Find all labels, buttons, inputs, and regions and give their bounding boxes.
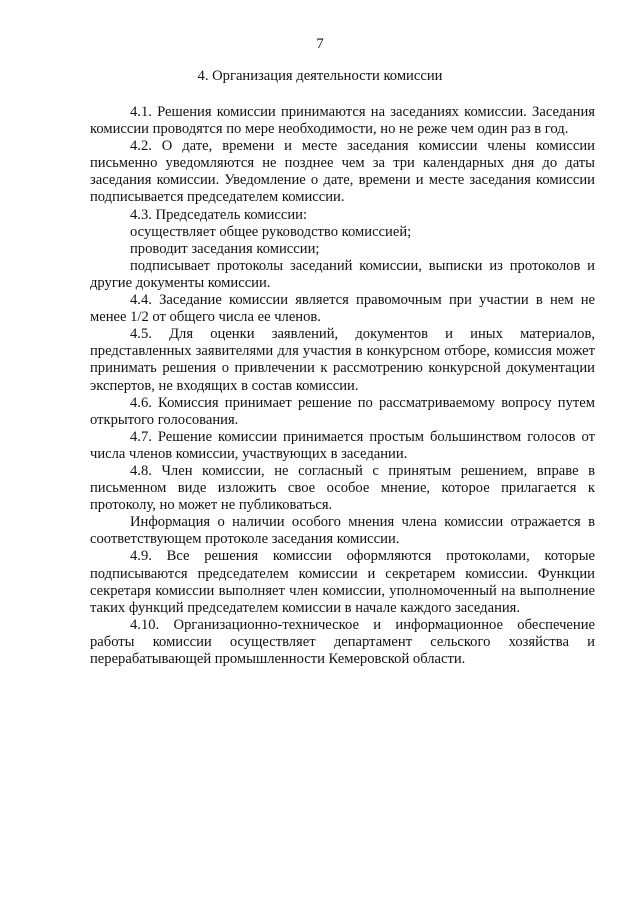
- paragraph-4-7: 4.7. Решение комиссии принимается простым большинством голосов от числа членов комиссии, участвующих в заседании.: [90, 428, 595, 462]
- dissenting-opinion-paragraph: Информация о наличии особого мнения члена комиссии отражается в соответствующем протоколе заседания комиссии.: [90, 514, 595, 548]
- paragraph-4-8: 4.8. Член комиссии, не согласный с принятым решением, вправе в письменном виде изложить свое особое мнение, которое прилагается к протоколу, но может не публиковаться.: [90, 462, 595, 514]
- chair-duty-conduct-meetings: проводит заседания комиссии;: [130, 240, 320, 257]
- page-number: 7: [316, 36, 324, 52]
- section-body: [90, 104, 595, 668]
- paragraph-4-6: 4.6. Комиссия принимает решение по рассматриваемому вопросу путем открытого голосования.: [90, 394, 595, 428]
- paragraph-4-4: 4.4. Заседание комиссии является правомочным при участии в нем не менее 1/2 от общего числа ее членов.: [90, 292, 595, 326]
- chair-duty-sign-documents: подписывает протоколы заседаний комиссии, выписки из протоколов и другие документы комиссии.: [90, 257, 595, 291]
- section-title: 4. Организация деятельности комиссии: [197, 68, 443, 84]
- paragraph-4-2: 4.2. О дате, времени и месте заседания комиссии члены комиссии письменно уведомляются не позднее чем за три календарных дня до даты заседания комиссии. Уведомление о дате, времени и месте заседания комиссии подписывается председателем комиссии.: [90, 138, 595, 206]
- paragraph-4-1: 4.1. Решения комиссии принимаются на заседаниях комиссии. Заседания комиссии проводятся по мере необходимости, но не реже чем один раз в год.: [90, 104, 595, 138]
- paragraph-4-10: 4.10. Организационно-техническое и информационное обеспечение работы комиссии осуществляет департамент сельского хозяйства и перерабатывающей промышленности Кемеровской области.: [90, 616, 595, 667]
- paragraph-4-3: 4.3. Председатель комиссии:: [130, 206, 308, 223]
- chair-duty-general-management: осуществляет общее руководство комиссией;: [130, 223, 412, 240]
- paragraph-4-9: 4.9. Все решения комиссии оформляются протоколами, которые подписываются председателем комиссии и секретарем комиссии. Функции секретаря комиссии выполняет член комиссии, уполномоченный на выполнение таких функций председателем комиссии в начале каждого заседания.: [90, 548, 595, 616]
- paragraph-4-5: 4.5. Для оценки заявлений, документов и иных материалов, представленных заявителями для участия в конкурсном отборе, комиссия может принимать решения о привлечении к рассмотрению конкурсной документации экспертов, не входящих в состав комиссии.: [90, 326, 595, 394]
